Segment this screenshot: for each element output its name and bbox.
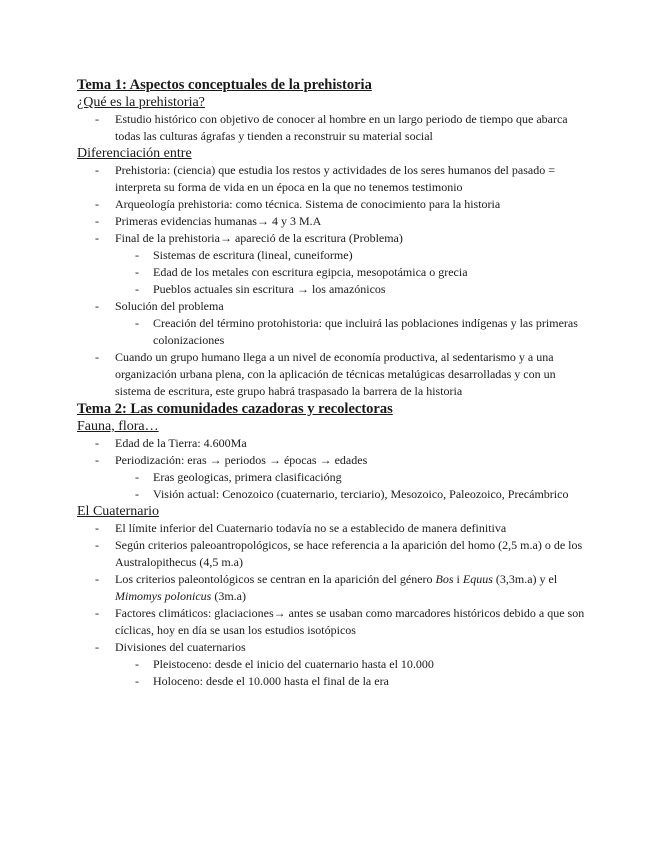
list-item: - Prehistoria: (ciencia) que estudia los restos y actividades de los seres humanos del pasado = interpreta su forma de vida en un época en la que no tenemos testimonio xyxy=(115,162,585,196)
tema2-heading: Tema 2: Las comunidades cazadoras y recolectoras xyxy=(77,401,393,417)
text-run: (3,3m.a) y el xyxy=(492,572,558,586)
taxon-equus: Equus xyxy=(462,572,493,586)
list-item xyxy=(115,298,585,349)
list-item-text: Solución del problema xyxy=(115,299,224,313)
sublist-item: - Sistemas de escritura (lineal, cuneiforme) xyxy=(153,247,585,264)
prehistoria-list xyxy=(77,111,585,145)
sublist xyxy=(115,656,585,690)
list-item xyxy=(115,452,585,503)
list-item xyxy=(115,230,585,298)
list-item-text: Final de la prehistoria→ apareció de la escritura (Problema) xyxy=(115,231,403,245)
sublist-item: - Visión actual: Cenozoico (cuaternario, terciario), Mesozoico, Paleozoico, Precámbrico xyxy=(153,486,585,503)
cuaternario-heading: El Cuaternario xyxy=(77,504,160,519)
list-item-text: Periodización: eras → periodos → épocas → edades xyxy=(115,453,368,467)
list-item: - Factores climáticos: glaciaciones→ antes se usaban como marcadores históricos debido a que son cíclicas, hoy en día se usan los estudios isotópicos xyxy=(115,605,585,639)
list-item: - Edad de la Tierra: 4.600Ma xyxy=(115,435,585,452)
sublist-item: - Edad de los metales con escritura egipcia, mesopotámica o grecia xyxy=(153,264,585,281)
list-item: - Según criterios paleoantropológicos, se hace referencia a la aparición del homo (2,5 m.a) o de los Australopithecus (4,5 m.a) xyxy=(115,537,585,571)
sublist-item: - Eras geologicas, primera clasificacióng xyxy=(153,469,585,486)
diferenciacion-heading: Diferenciación entre xyxy=(77,146,192,161)
list-item: - Estudio histórico con objetivo de conocer al hombre en un largo periodo de tiempo que abarca todas las culturas ágrafas y tienden a reconstruir su material social xyxy=(115,111,585,145)
list-item: - El límite inferior del Cuaternario todavía no se a establecido de manera definitiva xyxy=(115,520,585,537)
diferenciacion-list xyxy=(77,162,585,400)
tema1-heading: Tema 1: Aspectos conceptuales de la prehistoria xyxy=(77,77,372,93)
text-run: i xyxy=(453,572,463,586)
taxon-mimomys: Mimomys polonicus xyxy=(115,589,212,603)
list-item: - Cuando un grupo humano llega a un nivel de economía productiva, al sedentarismo y a una organización urbana plena, con la aplicación de técnicas metalúgicas desarrolladas y con un sistema de escritura, este grupo habrá traspasado la barrera de la historia xyxy=(115,349,585,400)
text-run: Los criterios paleontológicos se centran en la aparición del género xyxy=(115,572,436,586)
sublist-item: - Creación del término protohistoria: que incluirá las poblaciones indígenas y las primeras colonizaciones xyxy=(153,315,585,349)
list-item xyxy=(115,571,585,605)
sublist xyxy=(115,315,585,349)
fauna-heading: Fauna, flora… xyxy=(77,419,159,434)
text-run: (3m.a) xyxy=(211,589,246,603)
prehistoria-question-heading: ¿Qué es la prehistoria? xyxy=(77,95,205,110)
sublist-item: - Pueblos actuales sin escritura → los amazónicos xyxy=(153,281,585,298)
cuaternario-list xyxy=(77,520,585,690)
fauna-list xyxy=(77,435,585,503)
list-item: - Arqueología prehistoria: como técnica. Sistema de conocimiento para la historia xyxy=(115,196,585,213)
sublist-item: - Holoceno: desde el 10.000 hasta el final de la era xyxy=(153,673,585,690)
taxon-bos: Bos xyxy=(435,572,454,586)
sublist xyxy=(115,469,585,503)
list-item xyxy=(115,639,585,690)
sublist xyxy=(115,247,585,298)
sublist-item: - Pleistoceno: desde el inicio del cuaternario hasta el 10.000 xyxy=(153,656,585,673)
list-item-text: Divisiones del cuaternarios xyxy=(115,640,246,654)
list-item: - Primeras evidencias humanas→ 4 y 3 M.A xyxy=(115,213,585,230)
